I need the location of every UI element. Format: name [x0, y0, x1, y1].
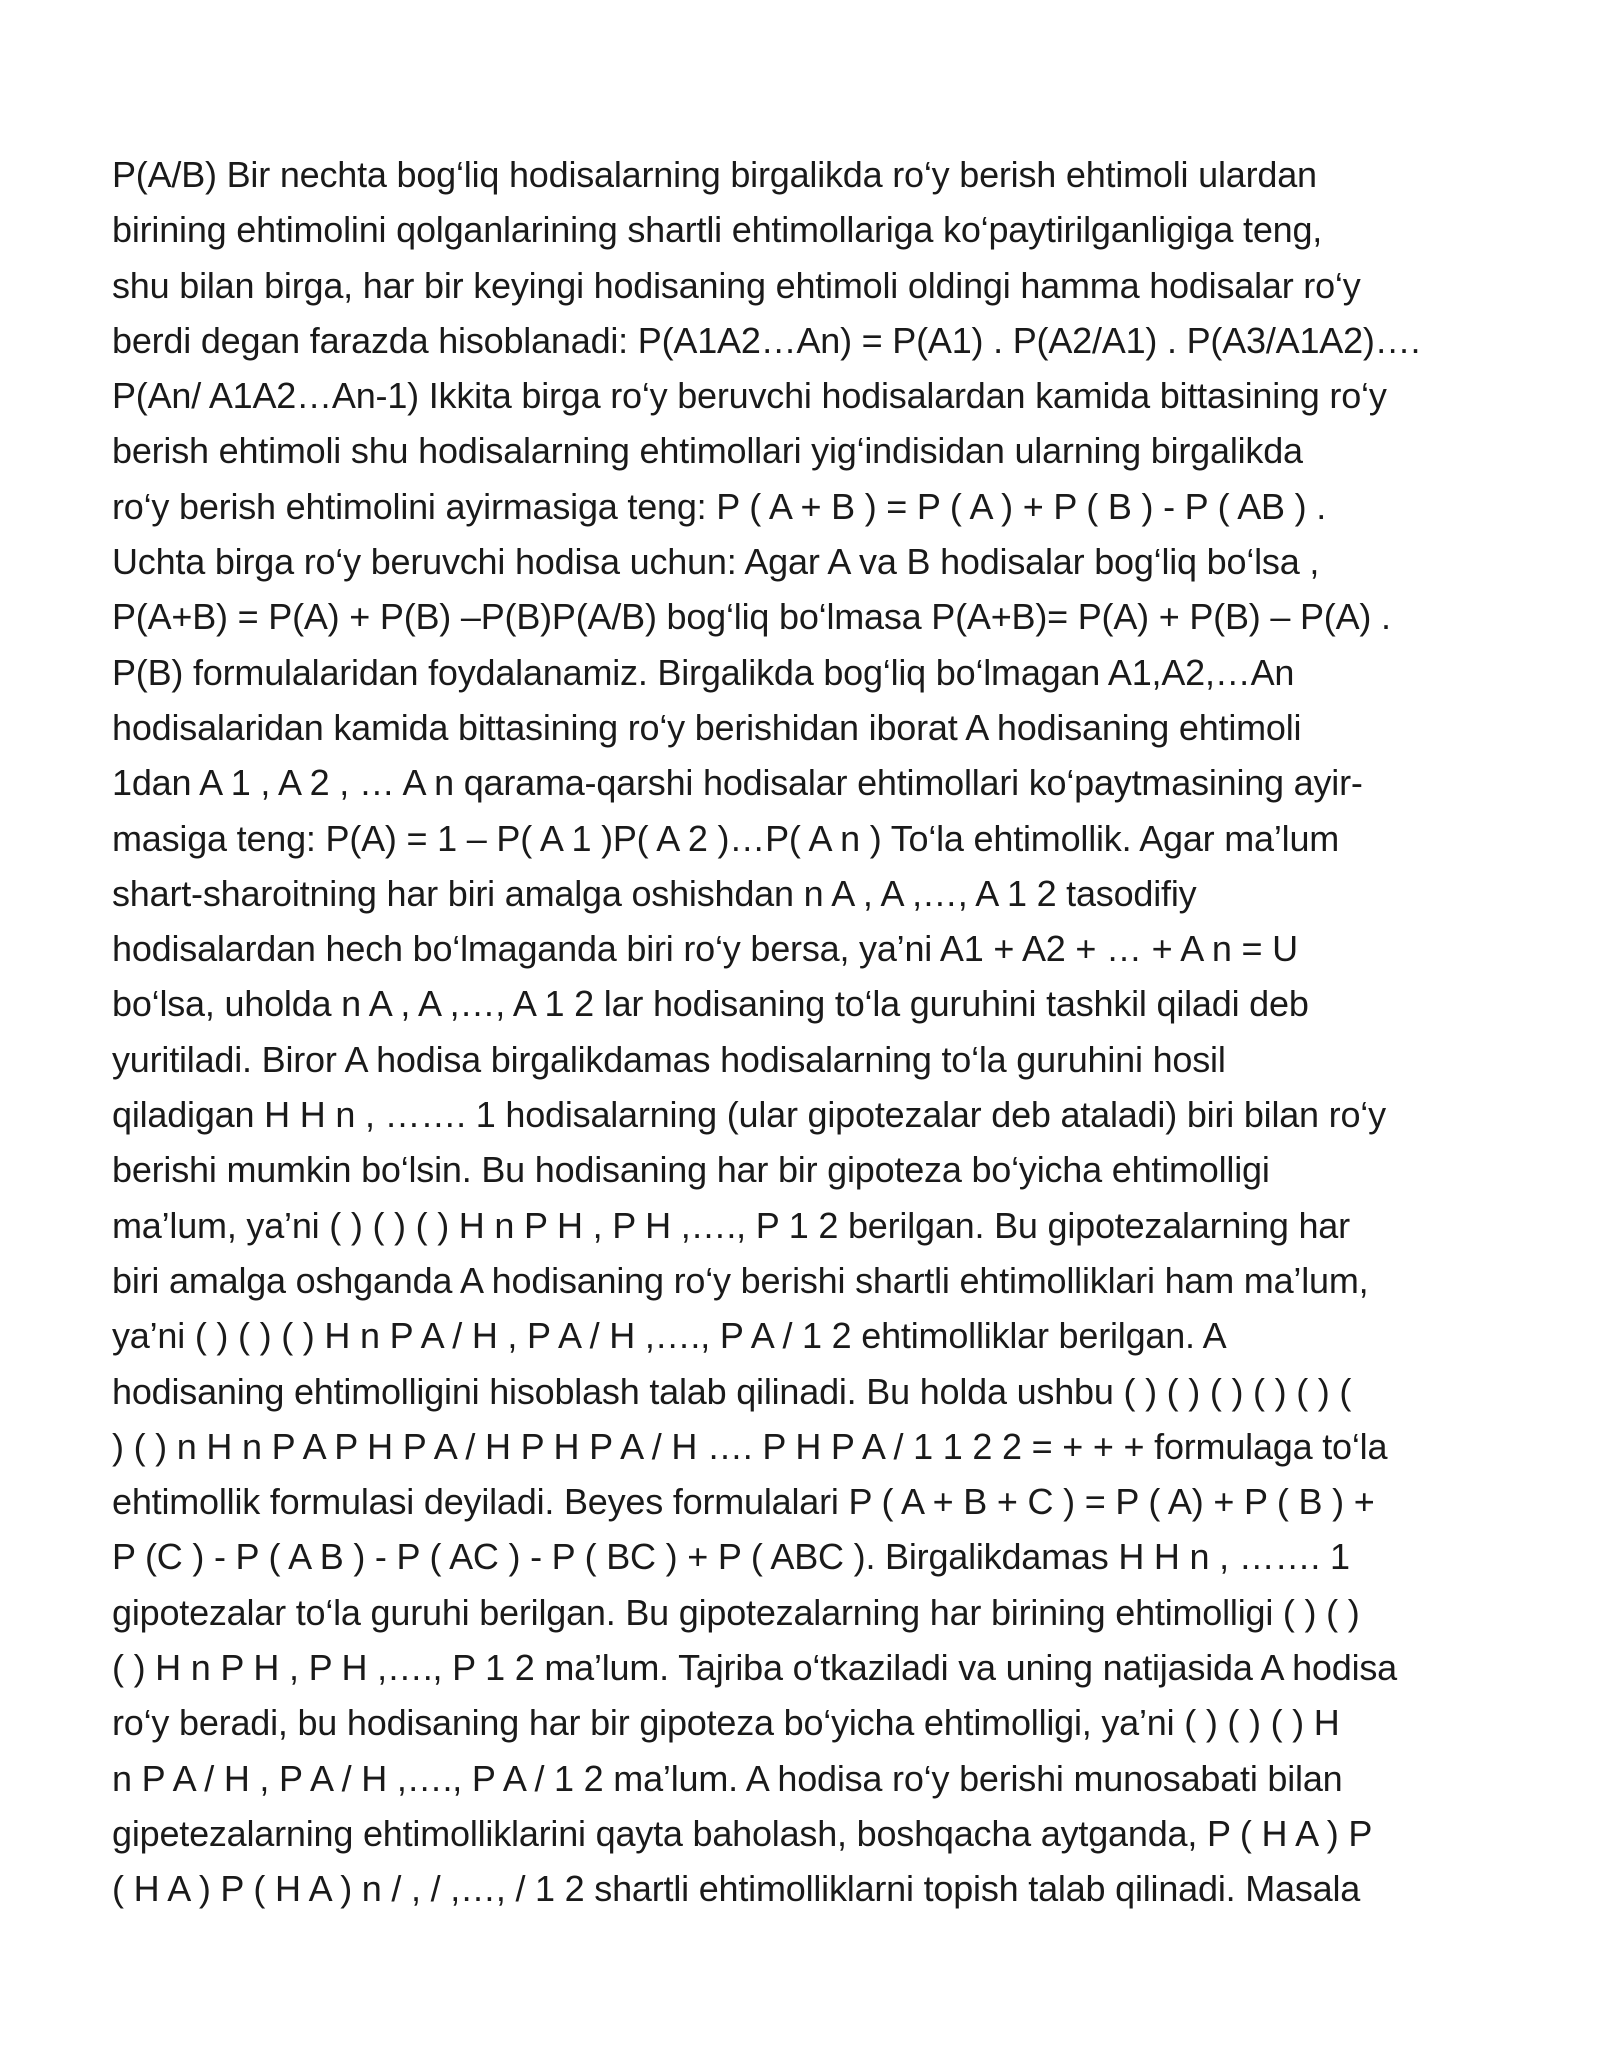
text-line: birining ehtimolini qolganlarining shartli ehtimollariga ko‘paytirilganligiga teng,	[112, 209, 1323, 251]
text-line: gipotezalar to‘la guruhi berilgan. Bu gipotezalarning har birining ehtimolligi ( ) ( )	[112, 1591, 1360, 1633]
text-line: hodisalaridan kamida bittasining ro‘y berishidan iborat A hodisaning ehtimoli	[112, 706, 1302, 748]
text-line: ( ) H n P H , P H ,…., P 1 2 ma’lum. Tajriba o‘tkaziladi va uning natijasida A hodisa	[112, 1647, 1397, 1689]
text-line: shart-sharoitning har biri amalga oshishdan n A , A ,…, A 1 2 tasodifiy	[112, 872, 1197, 914]
text-line: biri amalga oshganda A hodisaning ro‘y berishi shartli ehtimolliklari ham ma’lum,	[112, 1259, 1369, 1301]
text-line: P(B) formulalaridan foydalanamiz. Birgalikda bog‘liq bo‘lmagan A1,A2,…An	[112, 651, 1295, 693]
text-line: Uchta birga ro‘y beruvchi hodisa uchun: Agar A va B hodisalar bog‘liq bo‘lsa ,	[112, 541, 1320, 583]
text-line: n P A / H , P A / H ,…., P A / 1 2 ma’lum. A hodisa ro‘y berishi munosabati bilan	[112, 1757, 1343, 1799]
text-line: masiga teng: P(A) = 1 – P( A 1 )P( A 2 )…P( A n ) To‘la ehtimollik. Agar ma’lum	[112, 817, 1340, 859]
text-line: qiladigan H H n , ……. 1 hodisalarning (ular gipotezalar deb ataladi) biri bilan ro‘y	[112, 1094, 1386, 1136]
text-line: ro‘y berish ehtimolini ayirmasiga teng: P ( A + B ) = P ( A ) + P ( B ) - P ( AB ) .	[112, 485, 1327, 527]
text-line: ehtimollik formulasi deyiladi. Beyes formulalari P ( A + B + C ) = P ( A) + P ( B ) +	[112, 1481, 1375, 1523]
text-line: P(An/ A1A2…An-1) Ikkita birga ro‘y beruvchi hodisalardan kamida bittasining ro‘y	[112, 375, 1387, 417]
text-line: hodisaning ehtimolligini hisoblash talab qilinadi. Bu holda ushbu ( ) ( ) ( ) ( ) ( ) (	[112, 1370, 1352, 1412]
text-line: P (C ) - P ( A B ) - P ( AC ) - P ( BC ) + P ( ABC ). Birgalikdamas H H n , ……. 1	[112, 1536, 1350, 1578]
text-line: ro‘y beradi, bu hodisaning har bir gipoteza bo‘yicha ehtimolligi, ya’ni ( ) ( ) ( ) H	[112, 1702, 1340, 1744]
text-line: bo‘lsa, uholda n A , A ,…, A 1 2 lar hodisaning to‘la guruhini tashkil qiladi deb	[112, 983, 1309, 1025]
text-line: berishi mumkin bo‘lsin. Bu hodisaning har bir gipoteza bo‘yicha ehtimolligi	[112, 1149, 1270, 1191]
text-line: ) ( ) n H n P A P H P A / H P H P A / H …. P H P A / 1 1 2 2 = + + + formulaga to‘la	[112, 1425, 1388, 1467]
text-line: P(A+B) = P(A) + P(B) –P(B)P(A/B) bog‘liq bo‘lmasa P(A+B)= P(A) + P(B) – P(A) .	[112, 596, 1391, 638]
text-line: 1dan A 1 , A 2 , … A n qarama-qarshi hodisalar ehtimollari ko‘paytmasining ayir-	[112, 762, 1363, 804]
text-line: berish ehtimoli shu hodisalarning ehtimollari yig‘indisidan ularning birgalikda	[112, 430, 1303, 472]
text-line: P(A/B) Bir nechta bog‘liq hodisalarning birgalikda ro‘y berish ehtimoli ulardan	[112, 154, 1317, 195]
text-line: ya’ni ( ) ( ) ( ) H n P A / H , P A / H ,…., P A / 1 2 ehtimolliklar berilgan. A	[112, 1315, 1227, 1357]
text-line: ( H A ) P ( H A ) n / , / ,…, / 1 2 shartli ehtimolliklarni topish talab qilinadi. Masala	[112, 1868, 1361, 1910]
text-line: yuritiladi. Biror A hodisa birgalikdamas hodisalarning to‘la guruhini hosil	[112, 1038, 1226, 1080]
text-line: ma’lum, ya’ni ( ) ( ) ( ) H n P H , P H ,…., P 1 2 berilgan. Bu gipotezalarning har	[112, 1204, 1350, 1246]
text-line: gipetezalarning ehtimolliklarini qayta baholash, boshqacha aytganda, P ( H A ) P	[112, 1812, 1373, 1854]
text-line: shu bilan birga, har bir keyingi hodisaning ehtimoli oldingi hamma hodisalar ro‘y	[112, 264, 1361, 306]
body-text	[112, 147, 1512, 1917]
text-line: hodisalardan hech bo‘lmaganda biri ro‘y bersa, ya’ni A1 + A2 + … + A n = U	[112, 928, 1298, 970]
text-line: berdi degan farazda hisoblanadi: P(A1A2…An) = P(A1) . P(A2/A1) . P(A3/A1A2)….	[112, 319, 1421, 361]
